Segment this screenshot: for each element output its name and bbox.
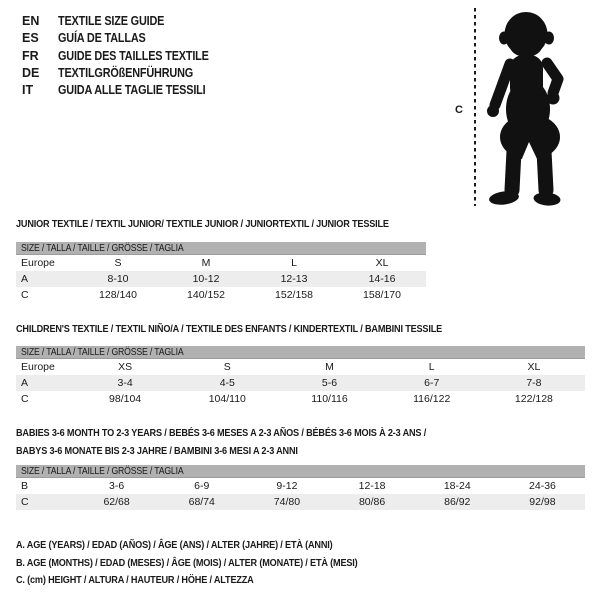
footnote-c-text: C. (cm) HEIGHT / ALTURA / HAUTEUR / HÖHE / ALTEZZA — [16, 574, 254, 587]
table-cell: 140/152 — [187, 289, 225, 301]
table-cell: 3-4 — [117, 377, 133, 389]
footnote-c — [16, 572, 409, 590]
size-header-bar — [16, 346, 585, 359]
language-title-list — [22, 13, 231, 99]
junior-table-body — [16, 255, 426, 303]
row-label: Europe — [21, 361, 55, 373]
table-cell: 104/110 — [208, 393, 246, 405]
table-cell: 5-6 — [321, 377, 338, 389]
language-code: DE — [22, 65, 40, 80]
footnote-a — [16, 537, 409, 555]
height-measure-dashed-line — [474, 8, 476, 206]
language-row — [22, 13, 231, 30]
table-cell: M — [201, 257, 211, 269]
baby-silhouette-icon — [481, 9, 577, 209]
row-label: A — [21, 273, 29, 285]
size-header-text: SIZE / TALLA / TAILLE / GRÖSSE / TAGLIA — [21, 466, 184, 477]
footnote-b-text: B. AGE (MONTHS) / EDAD (MESES) / ÂGE (MOIS) / ALTER (MONATE) / ETÀ (MESI) — [16, 556, 358, 569]
language-row — [22, 82, 231, 99]
children-table-body — [16, 359, 585, 407]
table-row — [16, 494, 585, 510]
table-cell: L — [428, 361, 435, 373]
table-cell: L — [291, 257, 297, 269]
height-measure-label: C — [455, 104, 463, 116]
table-cell: 4-5 — [219, 377, 235, 389]
children-size-table — [16, 346, 585, 407]
language-code: FR — [22, 48, 39, 63]
table-cell: S — [223, 361, 231, 373]
table-cell: XS — [118, 361, 133, 373]
table-cell: 10-12 — [192, 273, 220, 285]
row-label: C — [21, 496, 29, 508]
table-cell: 14-16 — [368, 273, 396, 285]
table-cell: 152/158 — [275, 289, 313, 301]
table-cell: 6-7 — [424, 377, 440, 389]
language-code: ES — [22, 31, 39, 46]
language-row — [22, 48, 231, 65]
table-cell: 92/98 — [529, 496, 556, 508]
guide-title: TEXTILGRÖßENFÜHRUNG — [58, 65, 194, 80]
babies-table-title — [16, 424, 487, 460]
babies-table-title-line1: BABIES 3-6 MONTH TO 2-3 YEARS / BEBÉS 3-6 MESES A 2-3 AÑOS / BÉBÉS 3-6 MOIS À 2-3 ANS / — [16, 427, 427, 439]
table-row — [16, 255, 426, 271]
junior-size-table — [16, 242, 426, 303]
table-cell: 7-8 — [526, 377, 542, 389]
size-header-text: SIZE / TALLA / TAILLE / GRÖSSE / TAGLIA — [21, 347, 184, 358]
language-row — [22, 65, 231, 82]
table-cell: 122/128 — [514, 393, 553, 405]
guide-title: GUIDE DES TAILLES TEXTILE — [58, 48, 209, 63]
table-row — [16, 287, 426, 303]
table-row — [16, 359, 585, 375]
footnote-a-text: A. AGE (YEARS) / EDAD (AÑOS) / ÂGE (ANS) / ALTER (JAHRE) / ETÀ (ANNI) — [16, 539, 333, 551]
babies-table-title-line2: BABYS 3-6 MONATE BIS 2-3 JAHRE / BAMBINI 3-6 MESI A 2-3 ANNI — [16, 445, 298, 458]
babies-size-table — [16, 465, 585, 510]
table-cell: 74/80 — [273, 496, 301, 508]
table-cell: S — [114, 257, 122, 269]
table-cell: 86/92 — [444, 496, 471, 508]
table-cell: 116/122 — [413, 393, 451, 405]
language-code: IT — [22, 83, 34, 98]
language-code: EN — [22, 14, 40, 28]
table-cell: M — [325, 361, 334, 373]
table-cell: 3-6 — [108, 480, 125, 492]
junior-table-title-text: JUNIOR TEXTILE / TEXTIL JUNIOR/ TEXTILE JUNIOR / JUNIORTEXTIL / JUNIOR TESSILE — [16, 218, 389, 230]
table-row — [16, 478, 585, 494]
junior-table-title — [16, 215, 445, 233]
guide-title: GUÍA DE TALLAS — [58, 31, 146, 46]
size-header-bar — [16, 465, 585, 478]
table-cell: 98/104 — [109, 393, 142, 405]
row-label: Europe — [21, 257, 55, 269]
footnote-b — [16, 555, 409, 573]
table-cell: 68/74 — [188, 496, 215, 508]
table-cell: 128/140 — [99, 289, 137, 301]
table-cell: 80/86 — [358, 496, 386, 508]
children-table-title-text: CHILDREN'S TEXTILE / TEXTIL NIÑO/A / TEXTILE DES ENFANTS / KINDERTEXTIL / BAMBINI TESSILE — [16, 323, 443, 335]
table-row — [16, 271, 426, 287]
table-cell: 8-10 — [107, 273, 129, 285]
row-label: B — [21, 480, 29, 492]
row-label: C — [21, 393, 29, 405]
table-cell: 12-18 — [358, 480, 386, 492]
size-header-text: SIZE / TALLA / TAILLE / GRÖSSE / TAGLIA — [21, 243, 184, 254]
table-cell: 110/116 — [311, 393, 348, 405]
table-row — [16, 375, 585, 391]
table-cell: 18-24 — [443, 480, 471, 492]
table-cell: 6-9 — [194, 480, 210, 492]
table-cell: 9-12 — [276, 480, 298, 492]
table-cell: XL — [527, 361, 541, 373]
guide-title: TEXTILE SIZE GUIDE — [58, 14, 165, 28]
table-cell: 24-36 — [529, 480, 556, 492]
babies-table-body — [16, 478, 585, 510]
row-label: A — [21, 377, 29, 389]
row-label: C — [21, 289, 29, 301]
table-cell: XL — [375, 257, 389, 269]
table-cell: 12-13 — [280, 273, 308, 285]
language-row — [22, 30, 231, 47]
footnote-legend — [16, 537, 409, 590]
size-header-bar — [16, 242, 426, 255]
children-table-title — [16, 320, 506, 338]
table-cell: 158/170 — [363, 289, 401, 301]
guide-title: GUIDA ALLE TAGLIE TESSILI — [58, 83, 206, 98]
table-row — [16, 391, 585, 407]
table-cell: 62/68 — [103, 496, 130, 508]
